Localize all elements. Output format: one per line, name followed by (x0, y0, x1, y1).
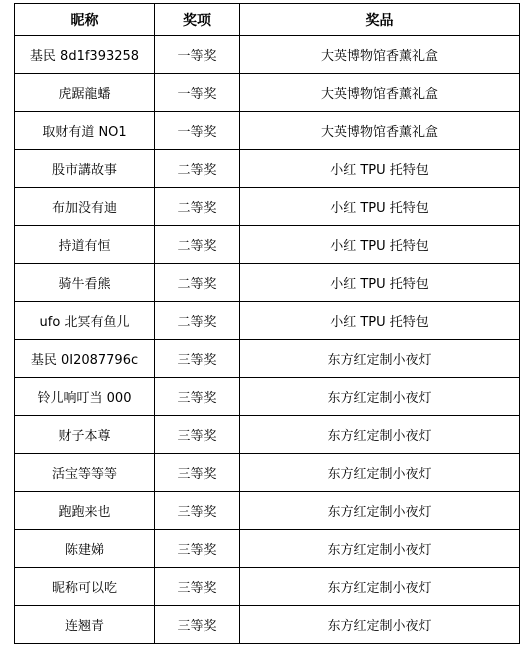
table-row (15, 36, 520, 74)
cell-nickname: 铃儿响叮当 000 (15, 378, 155, 416)
table-row (15, 454, 520, 492)
table-row (15, 378, 520, 416)
cell-prize: 小红 TPU 托特包 (240, 264, 520, 302)
table-row (15, 416, 520, 454)
cell-prize-level: 三等奖 (155, 492, 240, 530)
cell-prize-level: 二等奖 (155, 264, 240, 302)
header-prize: 奖品 (240, 4, 520, 36)
table-row (15, 150, 520, 188)
table-row (15, 340, 520, 378)
cell-prize-level: 三等奖 (155, 454, 240, 492)
cell-prize: 大英博物馆香薰礼盒 (240, 74, 520, 112)
cell-nickname: 财子本尊 (15, 416, 155, 454)
cell-nickname: 昵称可以吃 (15, 568, 155, 606)
cell-nickname: 基民 0I2087796c (15, 340, 155, 378)
cell-prize-level: 三等奖 (155, 606, 240, 644)
header-prize-level: 奖项 (155, 4, 240, 36)
table-header-row (15, 4, 520, 36)
table-row (15, 568, 520, 606)
cell-prize: 小红 TPU 托特包 (240, 226, 520, 264)
cell-nickname: 虎踞龍蟠 (15, 74, 155, 112)
table-row (15, 302, 520, 340)
cell-prize-level: 三等奖 (155, 340, 240, 378)
cell-prize-level: 三等奖 (155, 568, 240, 606)
cell-prize-level: 三等奖 (155, 378, 240, 416)
cell-prize: 大英博物馆香薰礼盒 (240, 112, 520, 150)
cell-nickname: 基民 8d1f393258 (15, 36, 155, 74)
winners-table-container (14, 3, 520, 644)
cell-prize: 东方红定制小夜灯 (240, 530, 520, 568)
header-nickname: 昵称 (15, 4, 155, 36)
cell-nickname: 跑跑来也 (15, 492, 155, 530)
table-row (15, 530, 520, 568)
cell-prize: 东方红定制小夜灯 (240, 416, 520, 454)
cell-prize-level: 三等奖 (155, 530, 240, 568)
cell-prize: 小红 TPU 托特包 (240, 302, 520, 340)
cell-nickname: 连翘青 (15, 606, 155, 644)
cell-prize-level: 一等奖 (155, 74, 240, 112)
cell-nickname: ufo 北冥有鱼儿 (15, 302, 155, 340)
table-row (15, 74, 520, 112)
cell-prize: 大英博物馆香薰礼盒 (240, 36, 520, 74)
cell-prize: 东方红定制小夜灯 (240, 454, 520, 492)
cell-nickname: 取财有道 NO1 (15, 112, 155, 150)
winners-table (14, 3, 520, 644)
cell-prize: 小红 TPU 托特包 (240, 150, 520, 188)
cell-prize-level: 一等奖 (155, 112, 240, 150)
cell-prize: 东方红定制小夜灯 (240, 568, 520, 606)
table-row (15, 112, 520, 150)
cell-prize: 小红 TPU 托特包 (240, 188, 520, 226)
cell-prize-level: 二等奖 (155, 302, 240, 340)
table-row (15, 226, 520, 264)
cell-nickname: 活宝等等等 (15, 454, 155, 492)
cell-prize-level: 二等奖 (155, 150, 240, 188)
table-body (15, 36, 520, 644)
cell-prize-level: 三等奖 (155, 416, 240, 454)
table-row (15, 492, 520, 530)
cell-prize-level: 二等奖 (155, 188, 240, 226)
cell-nickname: 持道有恒 (15, 226, 155, 264)
cell-nickname: 骑牛看熊 (15, 264, 155, 302)
cell-nickname: 股市講故事 (15, 150, 155, 188)
cell-nickname: 布加没有迪 (15, 188, 155, 226)
cell-nickname: 陈建娣 (15, 530, 155, 568)
cell-prize: 东方红定制小夜灯 (240, 492, 520, 530)
cell-prize: 东方红定制小夜灯 (240, 340, 520, 378)
cell-prize: 东方红定制小夜灯 (240, 378, 520, 416)
table-row (15, 264, 520, 302)
cell-prize-level: 二等奖 (155, 226, 240, 264)
table-row (15, 188, 520, 226)
cell-prize: 东方红定制小夜灯 (240, 606, 520, 644)
table-row (15, 606, 520, 644)
cell-prize-level: 一等奖 (155, 36, 240, 74)
